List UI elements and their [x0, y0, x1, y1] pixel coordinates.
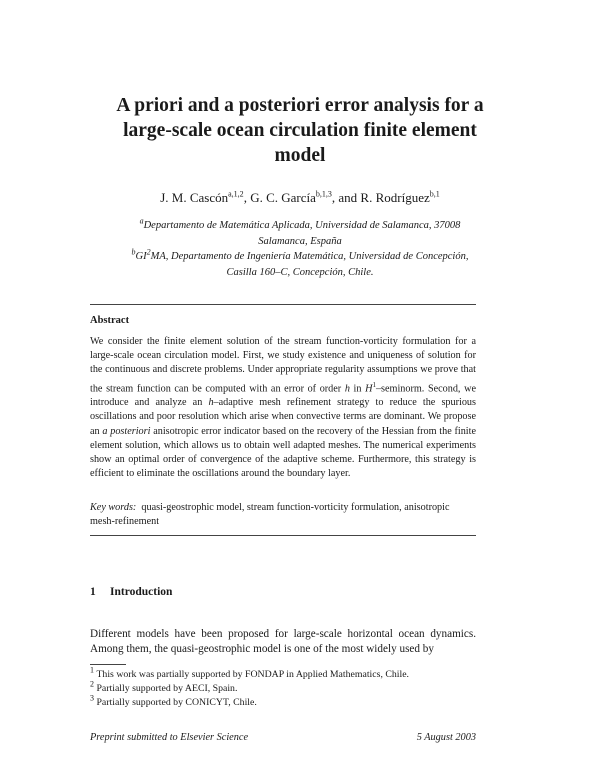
- math-var: h: [344, 383, 350, 394]
- abstract-top-rule: [90, 304, 476, 305]
- author-marks: b,1: [429, 189, 440, 199]
- footnote-text: This work was partially supported by FONDAP in Applied Mathematics, Chile.: [96, 669, 410, 680]
- footnote-mark: 2: [90, 679, 94, 689]
- author-marks: a,1,2: [228, 189, 244, 199]
- section-number: 1: [90, 586, 96, 598]
- affiliation-line: MA, Departamento de Ingeniería Matemática, Universidad de Concepción,: [150, 251, 469, 262]
- abstract-body: [90, 335, 476, 481]
- abstract-text: in: [349, 383, 366, 394]
- abstract-bottom-rule: [90, 535, 476, 536]
- footnote-text: Partially supported by CONICYT, Chile.: [96, 697, 257, 708]
- section-heading: [90, 586, 172, 598]
- abstract-text: We consider the finite element solution of the stream function-vorticity formulation for a large-scale ocean circulation model. First, we study existence and uniqueness of solution for the continuous and discrete problems. Under appropriate regularity assumptions we prove that the stream function can be computed with an error of order: [90, 336, 476, 394]
- title-line: large-scale ocean circulation finite element: [123, 120, 477, 141]
- title-line: model: [274, 145, 326, 166]
- author-name: J. M. Cascón: [160, 190, 229, 205]
- affiliation-line: Casilla 160–C, Concepción, Chile.: [226, 267, 374, 278]
- affiliation-mark: a: [139, 216, 144, 226]
- footnote-mark: 3: [90, 693, 94, 703]
- author-separator: , and: [331, 190, 361, 205]
- author-name: G. C. García: [250, 190, 316, 205]
- affiliation-line: GI: [135, 251, 147, 262]
- abstract-heading: Abstract: [90, 315, 130, 326]
- author-list: [60, 190, 540, 206]
- footnote: [90, 665, 476, 681]
- footer-date: 5 August 2003: [416, 732, 476, 743]
- author-separator: ,: [243, 190, 251, 205]
- keywords-label: Key words:: [90, 502, 137, 513]
- math-var: H: [365, 383, 373, 394]
- math-var: h: [208, 397, 214, 409]
- affiliation-sup: 2: [146, 247, 151, 257]
- footnote: [90, 679, 476, 695]
- affiliation-a: [60, 218, 540, 250]
- intro-paragraph: Different models have been proposed for large-scale horizontal ocean dynamics. Among them, the quasi-geostrophic model is one of the most widely used by: [90, 628, 476, 655]
- affiliation-b: [60, 249, 540, 281]
- footnote: [90, 693, 476, 709]
- title-line: A priori and a posteriori error analysis for a: [116, 95, 484, 116]
- footnote-text: Partially supported by AECI, Spain.: [96, 683, 238, 694]
- footer-preprint: Preprint submitted to Elsevier Science: [90, 732, 249, 743]
- footnote-mark: 1: [90, 665, 94, 675]
- section-title: Introduction: [110, 586, 173, 598]
- abstract-text: –seminorm. Second, we introduce and analyze an: [90, 383, 476, 409]
- math-sup: 1: [372, 380, 376, 389]
- footnote-rule: [90, 664, 126, 665]
- author-marks: b,1,3: [315, 189, 332, 199]
- keywords: [90, 501, 476, 529]
- abstract-text: –adaptive mesh refinement strategy to reduce the spurious oscillations and poor resolution which arise when convective terms are dominant. We propose an: [90, 397, 476, 437]
- paper-title: [60, 93, 540, 168]
- affiliation-line: Salamanca, España: [258, 236, 342, 247]
- author-name: R. Rodríguez: [360, 190, 430, 205]
- keywords-text: quasi-geostrophic model, stream function-vorticity formulation, anisotropic mesh-refinement: [90, 502, 450, 528]
- page-footer: [90, 732, 476, 743]
- affiliation-mark: b: [131, 247, 136, 257]
- abstract-text: anisotropic error indicator based on the recovery of the Hessian from the finite element solution, which allows us to obtain well adapted meshes. The numerical experiments show an optimal order of convergence of the adaptive scheme. Furthermore, this strategy is efficient to eliminate the oscillations around the boundary layer.: [90, 425, 476, 480]
- affiliation-line: Departamento de Matemática Aplicada, Universidad de Salamanca, 37008: [143, 220, 461, 231]
- abstract-emphasis: a posteriori: [102, 425, 151, 437]
